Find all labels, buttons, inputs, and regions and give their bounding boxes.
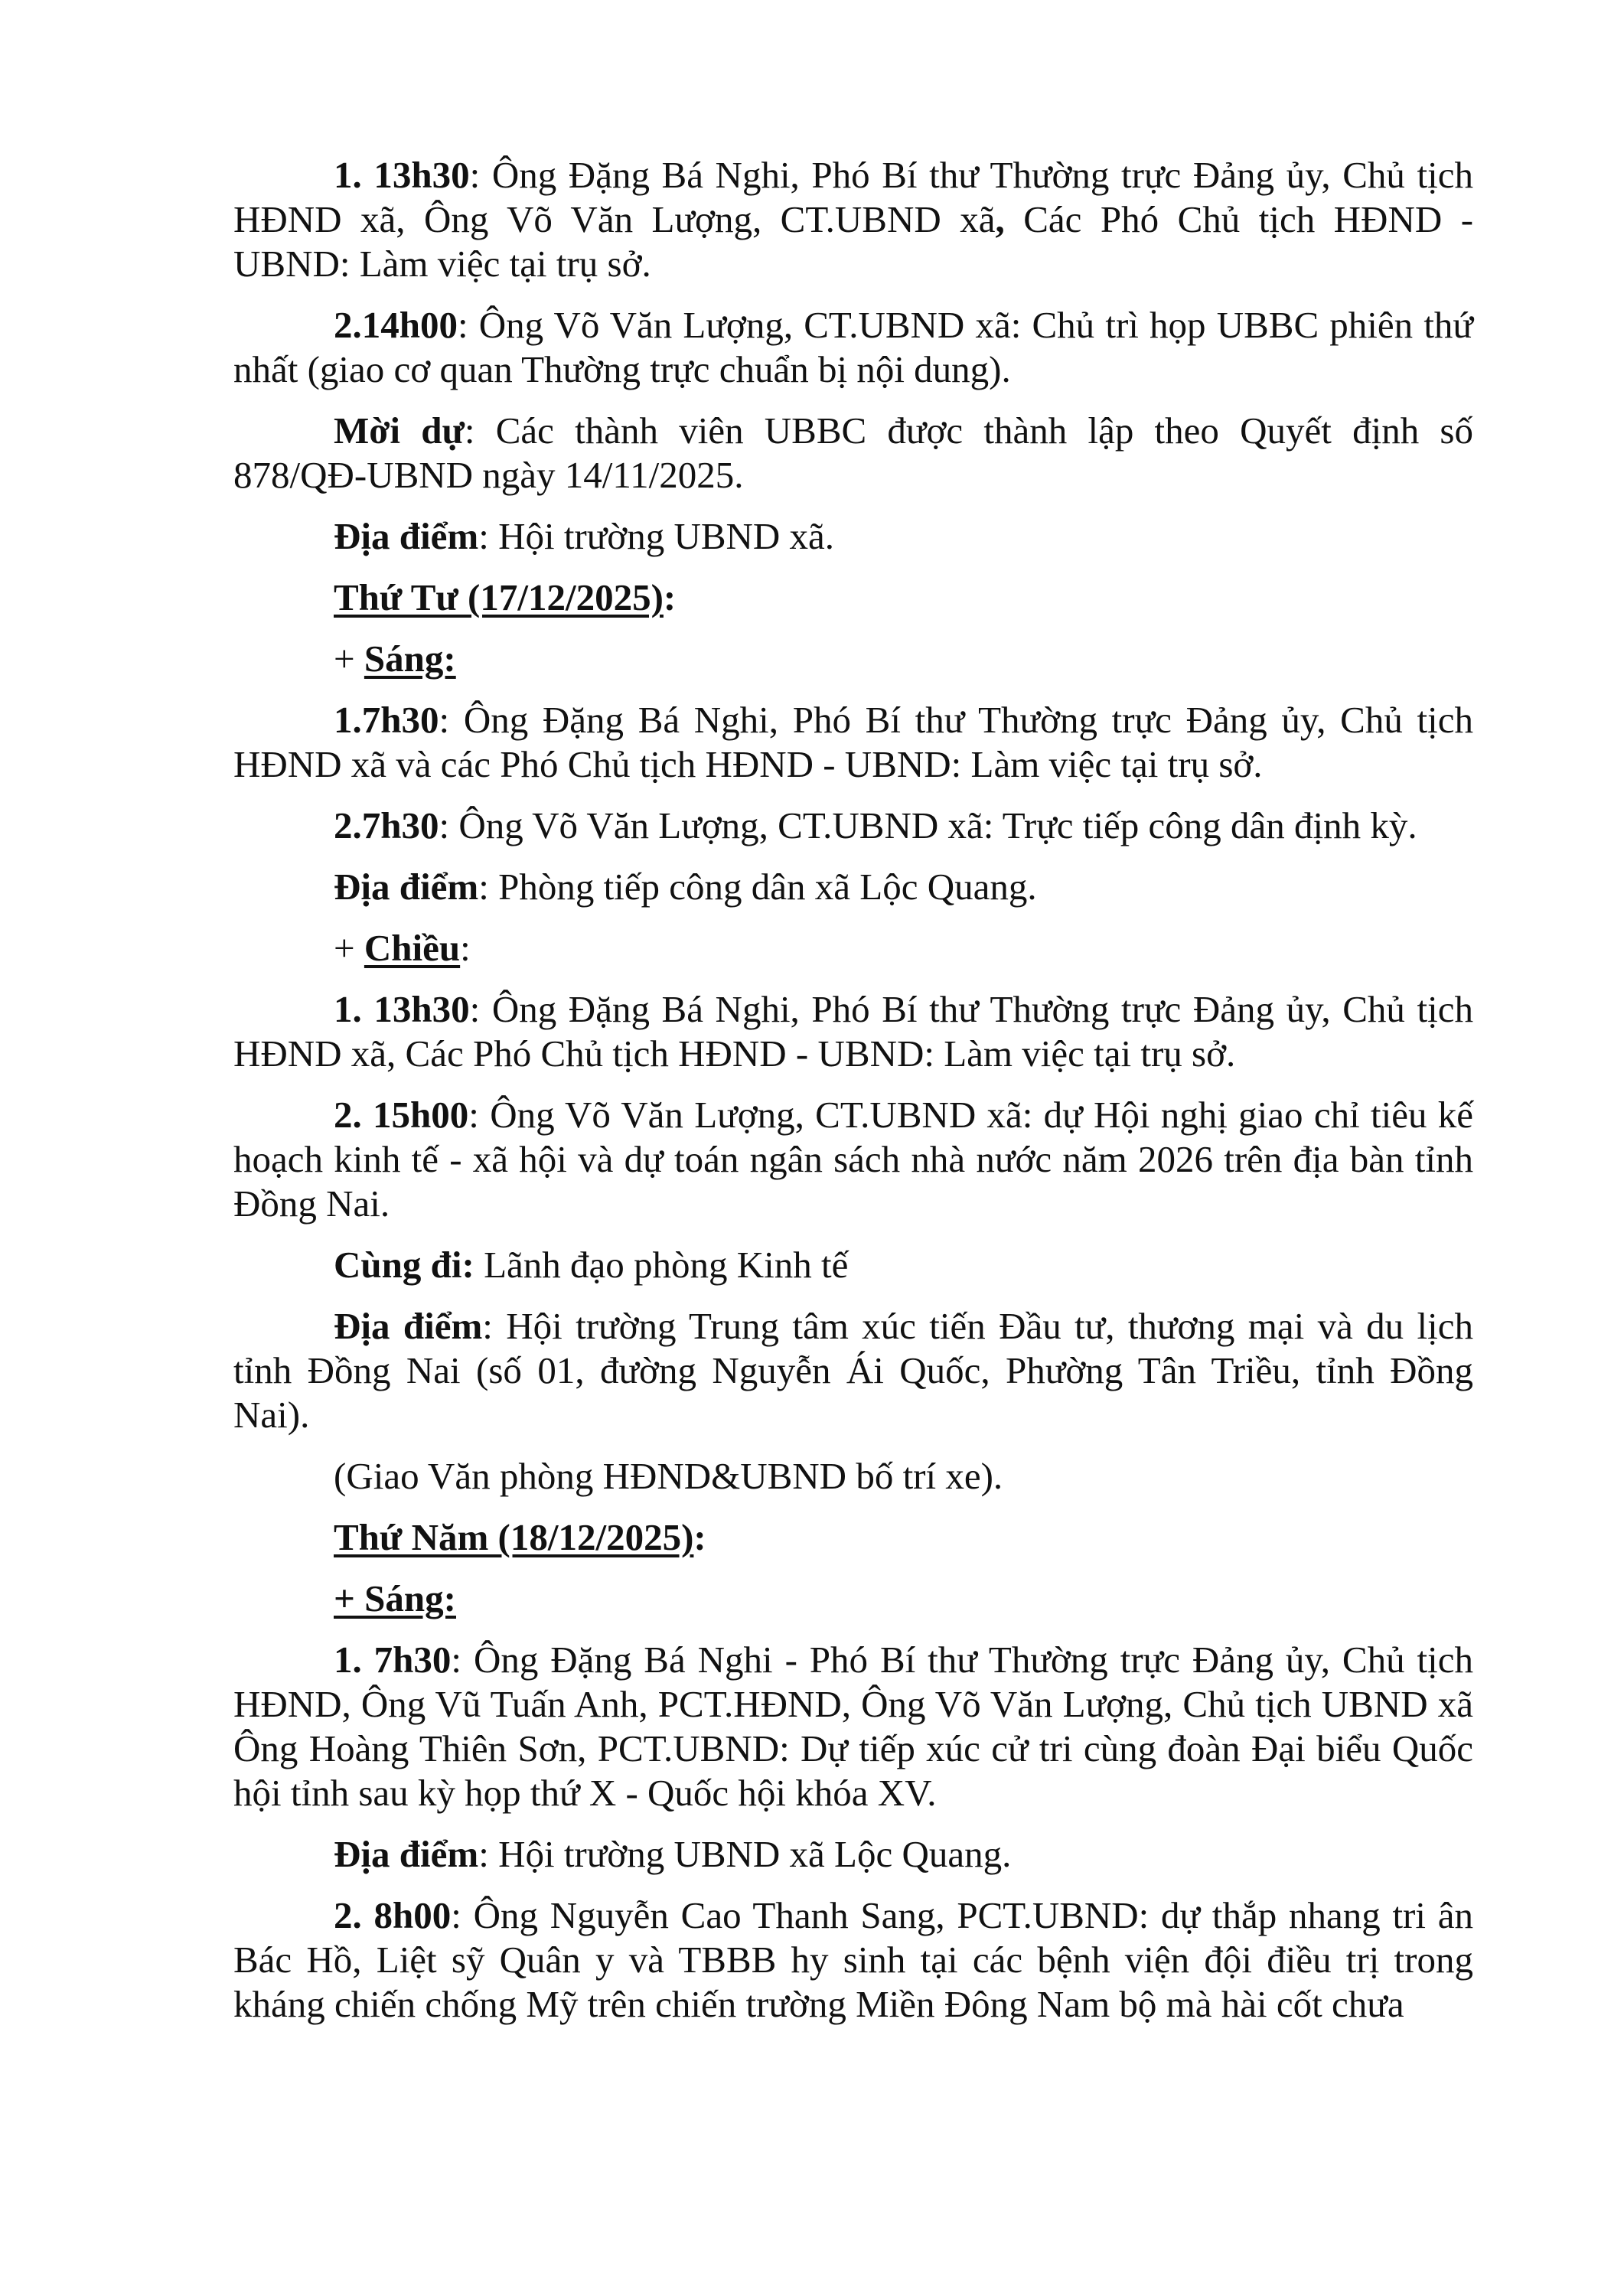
item-label: 2. 8h00 [334, 1894, 452, 1936]
item-separator: : [478, 515, 499, 557]
item-label: 2. 15h00 [334, 1094, 469, 1136]
session-heading [233, 637, 1473, 681]
item-text: Ông Võ Văn Lượng, CT.UBND xã: dự Hội nghị giao chỉ tiêu kế hoạch kinh tế - xã hội và dự toán ngân sách nhà nước năm 2026 trên địa bàn tỉnh Đồng Nai. [233, 1094, 1473, 1225]
item-separator: : [439, 804, 459, 846]
item-label: 2.14h00 [334, 304, 458, 346]
item-text: Lãnh đạo phòng Kinh tế [484, 1244, 849, 1286]
item-separator: : [469, 154, 492, 196]
item-text: Ông Nguyễn Cao Thanh Sang, PCT.UBND: dự thắp nhang tri ân Bác Hồ, Liệt sỹ Quân y và TBBB hy sinh tại các bệnh viện đội điều trị trong kháng chiến chống Mỹ trên chiến trường Miền Đông Nam bộ mà hài cốt chưa [233, 1894, 1473, 2025]
item-label: Mời dự [334, 409, 465, 452]
item-text: Phòng tiếp công dân xã Lộc Quang. [498, 866, 1037, 908]
location [233, 1832, 1473, 1877]
item-text: Hội trường Trung tâm xúc tiến Đầu tư, thương mại và du lịch tỉnh Đồng Nai (số 01, đường Nguyễn Ái Quốc, Phường Tân Triều, tỉnh Đồng Nai). [233, 1305, 1473, 1436]
session-prefix: + [334, 927, 364, 969]
item-separator: : [451, 1894, 474, 1936]
item-label: Địa điểm [334, 515, 479, 557]
invitees [233, 409, 1473, 497]
schedule-item [233, 1093, 1473, 1226]
item-text: Các thành viên UBBC được thành lập theo Quyết định số 878/QĐ-UBND ngày 14/11/2025. [233, 409, 1473, 496]
item-separator: : [464, 409, 496, 452]
item-label: Địa điểm [334, 866, 479, 908]
item-separator: : [451, 1639, 474, 1681]
schedule-item [233, 698, 1473, 787]
session-heading [233, 926, 1473, 970]
schedule-item [233, 804, 1473, 848]
item-separator: : [458, 304, 479, 346]
schedule-item [233, 1638, 1473, 1815]
document-page [233, 153, 1473, 2043]
location [233, 514, 1473, 559]
day-heading [233, 1515, 1473, 1560]
item-text: Hội trường UBND xã Lộc Quang. [498, 1833, 1012, 1875]
item-label: 1. 13h30 [334, 988, 470, 1030]
location [233, 865, 1473, 909]
item-separator: : [439, 699, 464, 741]
schedule-item [233, 987, 1473, 1076]
session-heading [233, 1577, 1473, 1621]
item-label: 1. 13h30 [334, 154, 470, 196]
accompanying [233, 1243, 1473, 1287]
location [233, 1304, 1473, 1437]
item-separator: : [478, 1833, 499, 1875]
item-label: Địa điểm [334, 1833, 479, 1875]
day-heading [233, 576, 1473, 620]
item-text-cont: Các Phó Chủ tịch HĐND - UBND: Làm việc tại trụ sở. [233, 198, 1474, 285]
item-label: 2.7h30 [334, 804, 439, 846]
session-label: Chiều [364, 927, 461, 969]
day-suffix: : [693, 1516, 706, 1558]
day-label: Thứ Năm (18/12/2025) [334, 1516, 694, 1558]
session-label: Sáng: [364, 638, 456, 680]
day-label: Thứ Tư (17/12/2025) [334, 576, 664, 618]
item-text: Ông Đặng Bá Nghi, Phó Bí thư Thường trực Đảng ủy, Chủ tịch HĐND xã, Ông Võ Văn Lượng, CT.UBND xã [233, 154, 1473, 240]
item-text: Ông Đặng Bá Nghi, Phó Bí thư Thường trực Đảng ủy, Chủ tịch HĐND xã, Các Phó Chủ tịch HĐND - UBND: Làm việc tại trụ sở. [233, 988, 1473, 1075]
schedule-item [233, 303, 1473, 392]
item-text: Hội trường UBND xã. [498, 515, 835, 557]
item-bold-punct: , [995, 198, 1005, 240]
item-label: Địa điểm [334, 1305, 483, 1347]
item-text: Ông Võ Văn Lượng, CT.UBND xã: Trực tiếp công dân định kỳ. [458, 804, 1417, 846]
item-separator: : [482, 1305, 507, 1347]
item-text: Ông Đặng Bá Nghi, Phó Bí thư Thường trực Đảng ủy, Chủ tịch HĐND xã và các Phó Chủ tịch HĐND - UBND: Làm việc tại trụ sở. [233, 699, 1473, 785]
note: (Giao Văn phòng HĐND&UBND bố trí xe). [334, 1455, 1003, 1497]
item-separator: : [469, 988, 492, 1030]
item-separator [474, 1244, 484, 1286]
item-label: 1. 7h30 [334, 1639, 452, 1681]
session-label: + Sáng: [334, 1577, 456, 1619]
item-separator: : [478, 866, 499, 908]
item-label: Cùng đi: [334, 1244, 474, 1286]
schedule-item [233, 153, 1473, 286]
item-text: Ông Võ Văn Lượng, CT.UBND xã: Chủ trì họp UBBC phiên thứ nhất (giao cơ quan Thường trực chuẩn bị nội dung). [233, 304, 1473, 390]
item-separator: : [468, 1094, 491, 1136]
item-text: Ông Đặng Bá Nghi - Phó Bí thư Thường trực Đảng ủy, Chủ tịch HĐND, Ông Vũ Tuấn Anh, PCT.HĐND, Ông Võ Văn Lượng, Chủ tịch UBND xã Ông Hoàng Thiên Sơn, PCT.UBND: Dự tiếp xúc cử tri cùng đoàn Đại biểu Quốc hội tỉnh sau kỳ họp thứ X - Quốc hội khóa XV. [233, 1639, 1473, 1814]
session-prefix: + [334, 638, 364, 680]
schedule-item [233, 1893, 1473, 2027]
session-suffix: : [460, 927, 471, 969]
item-label: 1.7h30 [334, 699, 439, 741]
day-suffix: : [663, 576, 677, 618]
